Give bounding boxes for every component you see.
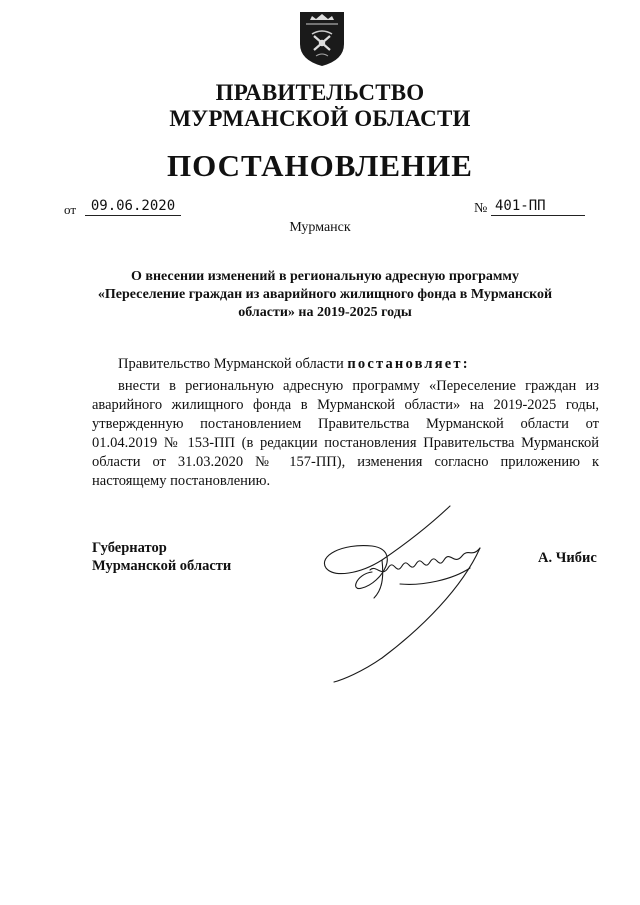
organization-name-line1: ПРАВИТЕЛЬСТВО bbox=[215, 80, 425, 105]
subject-line-1: О внесении изменений в региональную адресную программу bbox=[131, 269, 519, 284]
handwritten-signature bbox=[312, 498, 502, 683]
date-label: от bbox=[64, 202, 77, 217]
document-date: 09.06.2020 bbox=[85, 198, 181, 216]
document-number: 401-ПП bbox=[491, 198, 585, 216]
signatory-title bbox=[92, 539, 231, 575]
number-label: № bbox=[474, 201, 488, 216]
body-paragraph: внести в региональную адресную программу «Переселение граждан из аварийного жилищного фонда в Мурманской области» на 2019-2025 годы, утвержденную постановлением Правительства Мурманской области от 01.04.2019 № 153-ПП (в редакции постановления Правительства Мурманской области от 31.03.2020 № 157-ПП), изменения согласно приложению к настоящему постановлению. bbox=[92, 378, 599, 489]
preamble-text: Правительство Мурманской области bbox=[118, 356, 344, 372]
document-subject bbox=[90, 268, 560, 322]
organization-name-line2: МУРМАНСКОЙ ОБЛАСТИ bbox=[169, 106, 471, 131]
signatory-title-line2: Мурманской области bbox=[92, 558, 232, 574]
subject-line-3: области» на 2019-2025 годы bbox=[238, 305, 412, 320]
signatory-name: А. Чибис bbox=[538, 550, 597, 566]
preamble bbox=[118, 356, 470, 373]
decision-word: постановляет: bbox=[347, 356, 470, 372]
city-name: Мурманск bbox=[289, 220, 351, 235]
signatory-title-line1: Губернатор bbox=[92, 540, 167, 556]
document-type-title: ПОСТАНОВЛЕНИЕ bbox=[167, 148, 473, 183]
coat-of-arms-emblem bbox=[298, 8, 346, 68]
subject-line-2: «Переселение граждан из аварийного жилищного фонда в Мурманской bbox=[97, 287, 553, 302]
